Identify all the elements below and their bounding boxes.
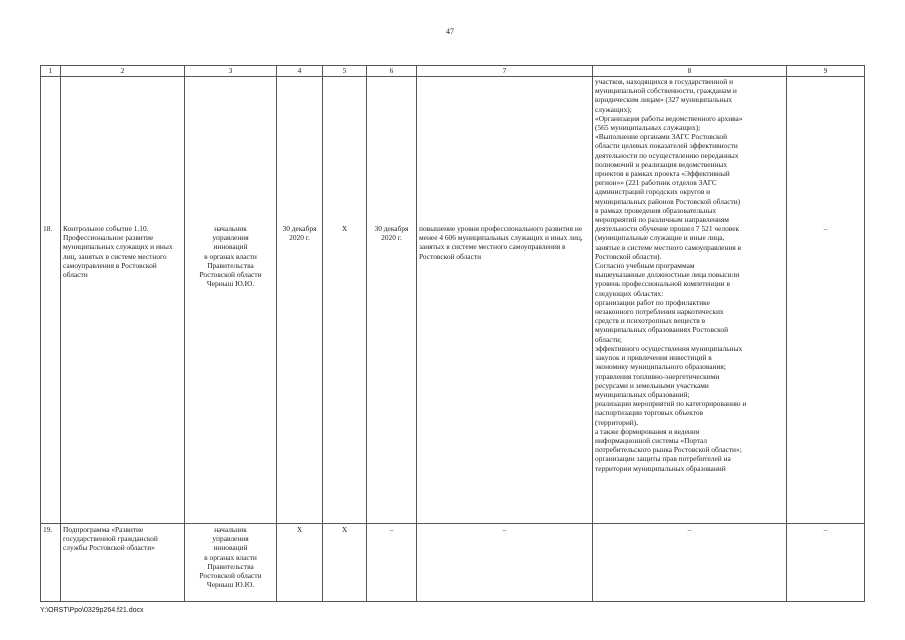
event-name: Контрольное событие 1.10. Профессиональное развитие муниципальных служащих и иных лиц, занятых в системе местного самоуправления в Ростовской области	[61, 77, 185, 524]
note: –	[787, 77, 865, 524]
note: –	[787, 524, 865, 602]
page-number: 47	[446, 27, 454, 36]
plan-date: Х	[277, 524, 323, 602]
header-col-5: 5	[323, 66, 367, 77]
footer-file-path: Y:\ORST\Ppo\0329p264.f21.docx	[40, 607, 144, 614]
expected-result: повышение уровня профессионального развития не менее 4 606 муниципальных служащих и иных лиц, занятых в системе местного самоуправления в Ростовской области	[417, 77, 593, 524]
header-row	[41, 66, 865, 77]
row-number: 19.	[41, 524, 61, 602]
header-col-1: 1	[41, 66, 61, 77]
header-col-6: 6	[367, 66, 417, 77]
event-name: Подпрограмма «Развитие государственной гражданской службы Ростовской области»	[61, 524, 185, 602]
header-col-2: 2	[61, 66, 185, 77]
start-date: Х	[323, 524, 367, 602]
start-date: Х	[323, 77, 367, 524]
table-row	[41, 77, 865, 524]
header-col-3: 3	[185, 66, 277, 77]
responsible-person: начальник управления инноваций в органах власти Правительства Ростовской области Черныш Ю.Ю.	[185, 524, 277, 602]
header-col-9: 9	[787, 66, 865, 77]
expected-result: –	[417, 524, 593, 602]
responsible-person: начальник управления инноваций в органах власти Правительства Ростовской области Черныш Ю.Ю.	[185, 77, 277, 524]
fact-date: –	[367, 524, 417, 602]
row-number: 18.	[41, 77, 61, 524]
header-col-7: 7	[417, 66, 593, 77]
actual-result: –	[593, 524, 787, 602]
plan-date: 30 декабря 2020 г.	[277, 77, 323, 524]
header-col-8: 8	[593, 66, 787, 77]
report-table	[40, 65, 865, 602]
header-col-4: 4	[277, 66, 323, 77]
table-row	[41, 524, 865, 602]
actual-result: участков, находящихся в государственной и муниципальной собственности, гражданам и юридическим лицам» (327 муниципальных служащих); «Организация работы ведомственного архива» (565 муниципальных служащих); «Выполнение органами ЗАГС Ростовской области целевых показателей эффективности деятельности по осуществлению переданных полномочий и реализация ведомственных проектов в рамках проекта «Эффективный регион»» (221 работник отделов ЗАГС администраций городских округов и муниципальных районов Ростовской области) в рамках проведения образовательных мероприятий по различным направлениям деятельности обучение прошел 7 521 человек (муниципальные служащие и иные лица, занятые в системе местного самоуправления в Ростовской области). Согласно учебным программам вышеуказанные должностные лица повысили уровень профессиональной компетенции в следующих областях: организации работ по профилактике незаконного потребления наркотических средств и психотропных веществ в муниципальных образованиях Ростовской области; эффективного осуществления муниципальных закупок и привлечения инвестиций в экономику муниципального образования; управления топливно-энергетическими ресурсами и земельными участками муниципальных образований; реализации мероприятий по категорированию и паспортизации торговых объектов (территорий), а также формирования и ведения информационной системы «Портал потребительского рынка Ростовской области»; организации защиты прав потребителей на территории муниципальных образований	[593, 77, 787, 524]
fact-date: 30 декабря 2020 г.	[367, 77, 417, 524]
